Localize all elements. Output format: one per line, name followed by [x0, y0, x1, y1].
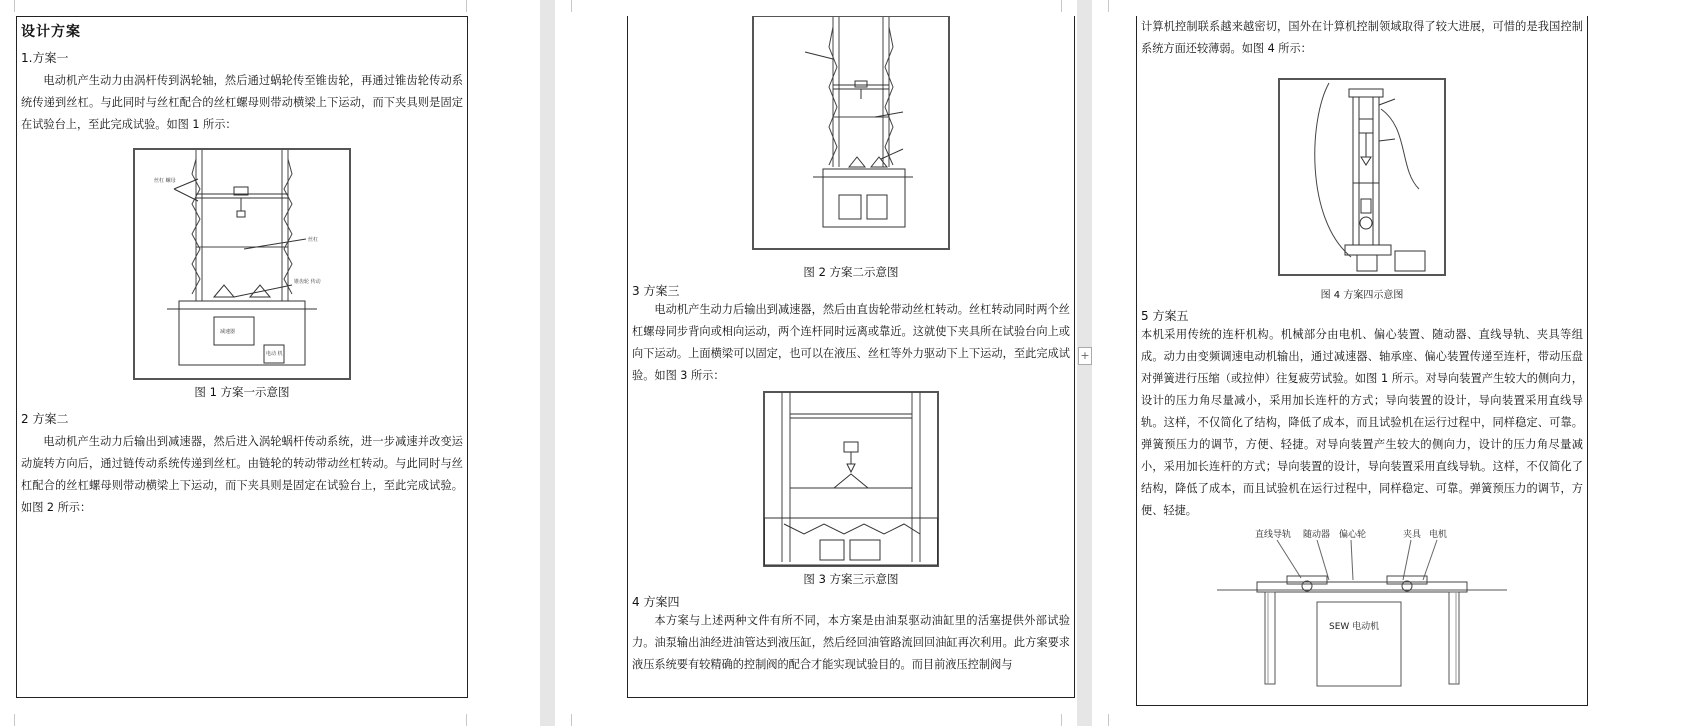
figure-4-caption: 图 4 方案四示意图: [1320, 290, 1404, 301]
text-frame-page-2[interactable]: [627, 16, 1075, 698]
paragraph-scheme-2: 电动机产生动力后输出到减速器，然后进入涡轮蜗杆传动系统，进一步减速并改变运动旋转方向后，通过链传动系统传递到丝杠。由链轮的转动带动丝杠转动。与此同时与丝杠配合的丝杠螺母则带动横梁上下运动，而下夹具则是固定在试验台上，至此完成试验。如图 2 所示：: [21, 435, 463, 514]
crop-mark: [466, 0, 479, 12]
paragraph-scheme-1: 电动机产生动力由涡杆传到涡轮轴，然后通过蜗轮传至锥齿轮，再通过锥齿轮传动系统传递到丝杠。与此同时与丝杠配合的丝杠螺母则带动横梁上下运动，而下夹具则是固定在试验台上，至此完成试验。如图 1 所示：: [21, 74, 463, 131]
crop-mark: [1061, 0, 1074, 12]
insert-page-button[interactable]: +: [1078, 347, 1092, 365]
fig1-label-reducer: 减速器: [220, 329, 236, 335]
heading-scheme-4: 4 方案四: [632, 595, 680, 609]
figure-5-diagram: [1217, 526, 1507, 688]
fig5-label-motor: 电机: [1429, 530, 1448, 540]
crop-mark: [559, 714, 572, 726]
fig5-label-eccentric: 偏心轮: [1339, 530, 1367, 540]
crop-mark: [1096, 714, 1109, 726]
document-page-2: [555, 0, 1090, 726]
figure-2-caption: 图 2 方案二示意图: [803, 265, 899, 279]
fig1-label-screw: 丝杠: [308, 237, 319, 243]
fig5-label-follower: 随动器: [1303, 530, 1331, 540]
crop-mark: [1061, 714, 1074, 726]
fig5-label-sew: SEW 电动机: [1329, 622, 1380, 632]
paragraph-scheme-5: 本机采用传统的连杆机构。机械部分由电机、偏心装置、随动器、直线导轨、夹具等组成。动力由变频调速电动机输出，通过减速器、轴承座、偏心装置传递至连杆，带动压盘对弹簧进行压缩（或拉伸）往复疲劳试验。如图 1 所示。对导向装置产生较大的侧向力，设计的压力角尽量减小，采用加长连杆的方式；导向装置的设计，导向装置采用直线导轨。这样，不仅简化了结构，降低了成本，而且试验机在运行过程中，同样稳定、可靠。弹簧预压力的调节，方便、轻捷。对导向装置产生较大的侧向力，设计的压力角尽量减小，采用加长连杆的方式；导向装置的设计，导向装置采用直线导轨。这样，不仅简化了结构，降低了成本，而且试验机在运行过程中，同样稳定、可靠。弹簧预压力的调节，方便、轻捷。: [1141, 328, 1583, 517]
text-frame-page-1[interactable]: [16, 16, 468, 698]
fig5-label-clamp: 夹具: [1403, 530, 1422, 540]
document-page-1: [0, 0, 540, 726]
figure-1-diagram: [133, 148, 351, 380]
paragraph-scheme-4: 本方案与上述两种文件有所不同，本方案是由油泵驱动油缸里的活塞提供外部试验力。油泵输出油经进油管达到液压缸，然后经回油管路流回回油缸再次利用。此方案要求液压系统要有较精确的控制阀的配合才能实现试验目的。而目前液压控制阀与: [632, 614, 1070, 671]
fig1-label-nut: 丝杠 螺母: [154, 178, 176, 184]
figure-3-diagram: [763, 391, 939, 567]
heading-scheme-3: 3 方案三: [632, 284, 680, 298]
fig1-label-motor: 电动 机: [266, 351, 283, 357]
section-title: 设计方案: [21, 24, 81, 40]
crop-mark: [2, 714, 15, 726]
crop-mark: [2, 0, 15, 12]
heading-scheme-1: 1.方案一: [21, 51, 69, 65]
figure-2-diagram: [752, 16, 950, 250]
document-page-3: [1092, 0, 1701, 726]
fig1-label-bevel: 锥齿轮 传动: [294, 279, 321, 285]
figure-4-diagram: [1278, 78, 1446, 276]
paragraph-scheme-3: 电动机产生动力后输出到减速器，然后由直齿轮带动丝杠转动。丝杠转动同时两个丝杠螺母同步背向或相向运动，两个连杆同时远离或靠近。这就使下夹具所在试验台向上或向下运动。上面横梁可以固定，也可以在液压、丝杠等外力驱动下上下运动，至此完成试验。如图 3 所示：: [632, 303, 1070, 382]
crop-mark: [559, 0, 572, 12]
heading-scheme-5: 5 方案五: [1141, 309, 1189, 323]
crop-mark: [1096, 0, 1109, 12]
figure-3-caption: 图 3 方案三示意图: [803, 572, 899, 586]
figure-1-caption: 图 1 方案一示意图: [194, 385, 290, 399]
paragraph-top-continued: 计算机控制联系越来越密切，国外在计算机控制领域取得了较大进展，可惜的是我国控制系统方面还较薄弱。如图 4 所示：: [1141, 20, 1583, 55]
text-frame-page-3[interactable]: [1136, 16, 1588, 706]
fig5-label-guide: 直线导轨: [1255, 530, 1292, 540]
heading-scheme-2: 2 方案二: [21, 412, 69, 426]
crop-mark: [466, 714, 479, 726]
